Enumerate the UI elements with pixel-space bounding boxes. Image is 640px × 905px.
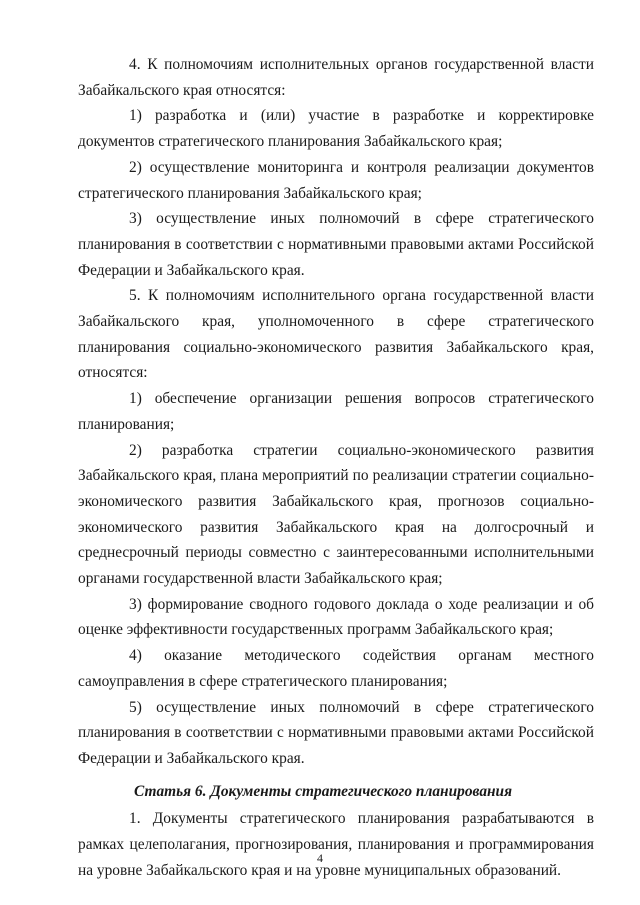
paragraph-5-item-5: 5) осуществление иных полномочий в сфере стратегического планирования в соответствии с нормативными правовыми актами Российской Федерации и Забайкальского края. — [78, 698, 594, 767]
paragraph-5-item-4: 4) оказание методического содействия органам местного самоуправления в сфере стратегического планирования; — [78, 647, 594, 690]
paragraph-4-item-1: 1) разработка и (или) участие в разработке и корректировке документов стратегического планирования Забайкальского края; — [78, 107, 594, 151]
paragraph-5: 5. К полномочиям исполнительного органа государственной власти Забайкальского края, уполномоченного в сфере стратегического планирования социально-экономического развития Забайкальского края, относятся: — [78, 287, 594, 382]
paragraph-4-item-2: 2) осуществление мониторинга и контроля реализации документов стратегического планирования Забайкальского края; — [78, 158, 594, 202]
paragraph-4: 4. К полномочиям исполнительных органов государственной власти Забайкальского края относятся: — [78, 56, 594, 99]
article-6-heading: Статья 6. Документы стратегического планирования — [134, 782, 513, 800]
document-body — [78, 52, 594, 884]
paragraph-5-item-1: 1) обеспечение организации решения вопросов стратегического планирования; — [78, 390, 594, 433]
page-number: 4 — [317, 851, 323, 865]
article-6-paragraph-1: 1. Документы стратегического планирования разрабатываются в рамках целеполагания, прогнозирования, планирования и программирования на уровне Забайкальского края и на уровне муниципальных образований. — [78, 810, 594, 879]
paragraph-5-item-2: 2) разработка стратегии социально-экономического развития Забайкальского края, плана мероприятий по реализации стратегии социально-экономического развития Забайкальского края, прогнозов социально-экономического развития Забайкальского края на долгосрочный и среднесрочный периоды совместно с заинтересованными исполнительными органами государственной власти Забайкальского края; — [78, 441, 594, 588]
paragraph-5-item-3: 3) формирование сводного годового доклада о ходе реализации и об оценке эффективности государственных программ Забайкальского края; — [78, 595, 594, 639]
paragraph-4-item-3: 3) осуществление иных полномочий в сфере стратегического планирования в соответствии с нормативными правовыми актами Российской Федерации и Забайкальского края. — [78, 210, 594, 279]
